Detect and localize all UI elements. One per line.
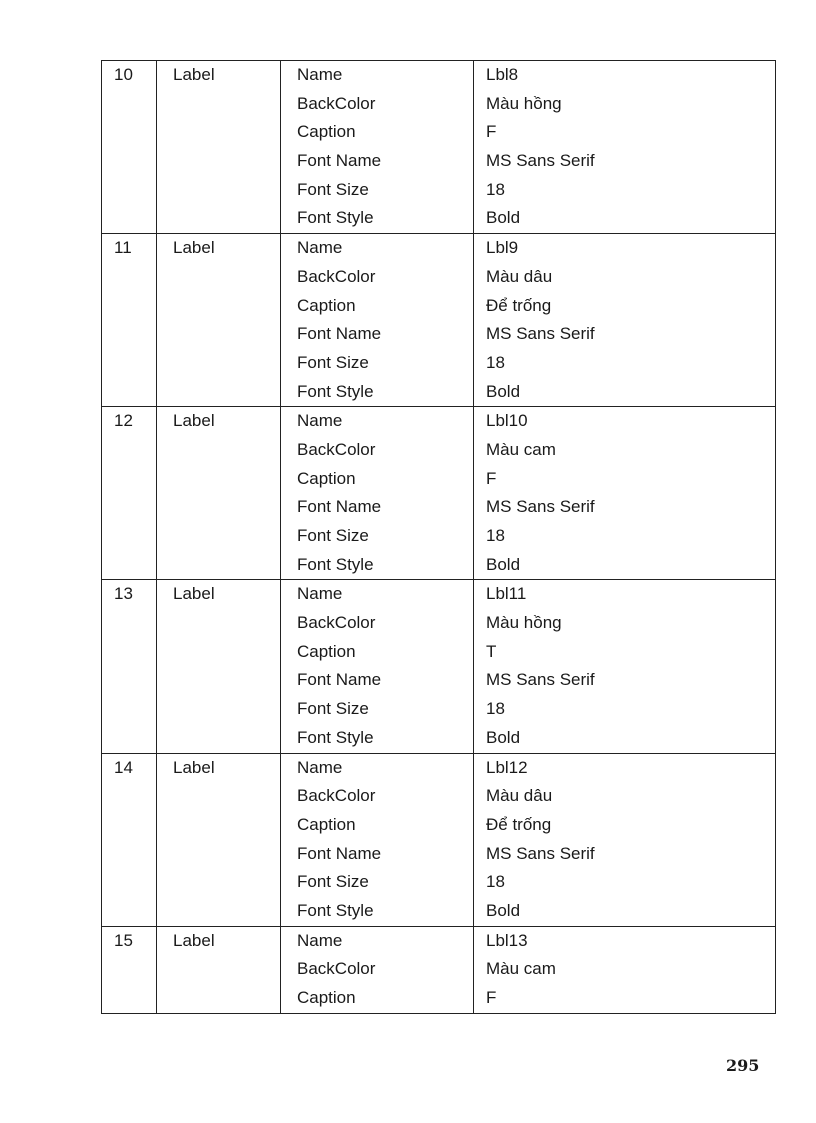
control-type: Label <box>157 407 281 580</box>
property-value: Bold <box>486 554 521 574</box>
property-value: Lbl10 <box>486 411 528 431</box>
table-row <box>102 407 776 580</box>
property-list <box>281 61 474 234</box>
properties-table-body <box>102 61 776 1014</box>
property-value: MS Sans Serif <box>486 324 595 344</box>
property-name: Name <box>297 65 343 84</box>
property-name: Caption <box>297 295 356 315</box>
property-value: 18 <box>486 352 505 372</box>
value-list <box>474 407 776 580</box>
property-name: BackColor <box>297 786 376 806</box>
property-value: MS Sans Serif <box>486 670 595 690</box>
property-value: Bold <box>486 208 521 228</box>
property-value: Màu dâu <box>486 786 553 806</box>
property-value: 18 <box>486 526 505 545</box>
control-type: Label <box>157 753 281 926</box>
property-list <box>281 926 474 1013</box>
property-list <box>281 753 474 926</box>
row-number: 12 <box>102 407 157 580</box>
property-name: Name <box>297 930 343 950</box>
property-name: Font Size <box>297 526 369 545</box>
property-value: T <box>486 641 497 661</box>
row-number: 15 <box>102 926 157 1013</box>
page-number: 295 <box>726 1056 760 1075</box>
property-name: Name <box>297 238 343 258</box>
table-row <box>102 753 776 926</box>
property-name: Name <box>297 584 343 604</box>
property-name: Font Size <box>297 872 369 892</box>
property-value: Lbl8 <box>486 65 519 84</box>
property-name: Caption <box>297 814 356 834</box>
control-type: Label <box>157 580 281 753</box>
property-value: Màu cam <box>486 959 556 979</box>
property-name: Font Size <box>297 352 369 372</box>
property-name: Caption <box>297 988 356 1007</box>
property-name: BackColor <box>297 613 376 633</box>
property-name: Name <box>297 411 343 431</box>
table-row <box>102 580 776 753</box>
value-list <box>474 753 776 926</box>
property-value: Bold <box>486 900 521 920</box>
property-list <box>281 580 474 753</box>
property-value: 18 <box>486 699 505 719</box>
control-type: Label <box>157 61 281 234</box>
properties-table <box>101 60 776 1014</box>
property-name: Name <box>297 757 343 777</box>
table-row <box>102 926 776 1013</box>
property-value: Để trống <box>486 814 552 834</box>
property-name: Font Style <box>297 208 374 228</box>
property-name: Font Name <box>297 497 382 517</box>
property-name: Font Style <box>297 554 374 574</box>
property-name: BackColor <box>297 439 376 459</box>
value-list <box>474 234 776 407</box>
property-list <box>281 234 474 407</box>
row-number: 13 <box>102 580 157 753</box>
property-name: Font Name <box>297 151 382 171</box>
control-type: Label <box>157 926 281 1013</box>
property-value: MS Sans Serif <box>486 151 595 171</box>
property-value: Lbl11 <box>486 584 527 604</box>
property-value: Bold <box>486 381 521 401</box>
property-value: Màu hồng <box>486 613 562 633</box>
property-name: Font Size <box>297 699 369 719</box>
value-list <box>474 580 776 753</box>
property-name: Font Style <box>297 727 374 747</box>
property-value: F <box>486 122 497 142</box>
property-list <box>281 407 474 580</box>
property-name: BackColor <box>297 959 376 979</box>
property-name: Font Style <box>297 900 374 920</box>
property-value: 18 <box>486 872 505 892</box>
property-value: Bold <box>486 727 521 747</box>
table-row <box>102 61 776 234</box>
value-list <box>474 61 776 234</box>
property-name: BackColor <box>297 266 376 286</box>
property-value: Màu hồng <box>486 93 562 113</box>
row-number: 14 <box>102 753 157 926</box>
property-name: Caption <box>297 641 356 661</box>
property-value: 18 <box>486 179 505 199</box>
property-name: Caption <box>297 122 356 142</box>
property-name: Font Name <box>297 324 382 344</box>
row-number: 10 <box>102 61 157 234</box>
control-type: Label <box>157 234 281 407</box>
row-number: 11 <box>102 234 157 407</box>
property-name: Font Name <box>297 843 382 863</box>
property-value: Lbl9 <box>486 238 519 258</box>
value-list <box>474 926 776 1013</box>
property-name: BackColor <box>297 93 376 113</box>
property-name: Font Style <box>297 381 374 401</box>
property-name: Font Size <box>297 179 369 199</box>
property-value: F <box>486 468 497 488</box>
property-value: Lbl13 <box>486 930 528 950</box>
property-value: MS Sans Serif <box>486 843 595 863</box>
property-value: Màu cam <box>486 439 556 459</box>
property-value: Để trống <box>486 295 552 315</box>
property-value: F <box>486 988 497 1007</box>
property-name: Font Name <box>297 670 382 690</box>
property-value: Màu dâu <box>486 266 553 286</box>
property-value: MS Sans Serif <box>486 497 595 517</box>
table-row <box>102 234 776 407</box>
property-name: Caption <box>297 468 356 488</box>
property-value: Lbl12 <box>486 757 528 777</box>
